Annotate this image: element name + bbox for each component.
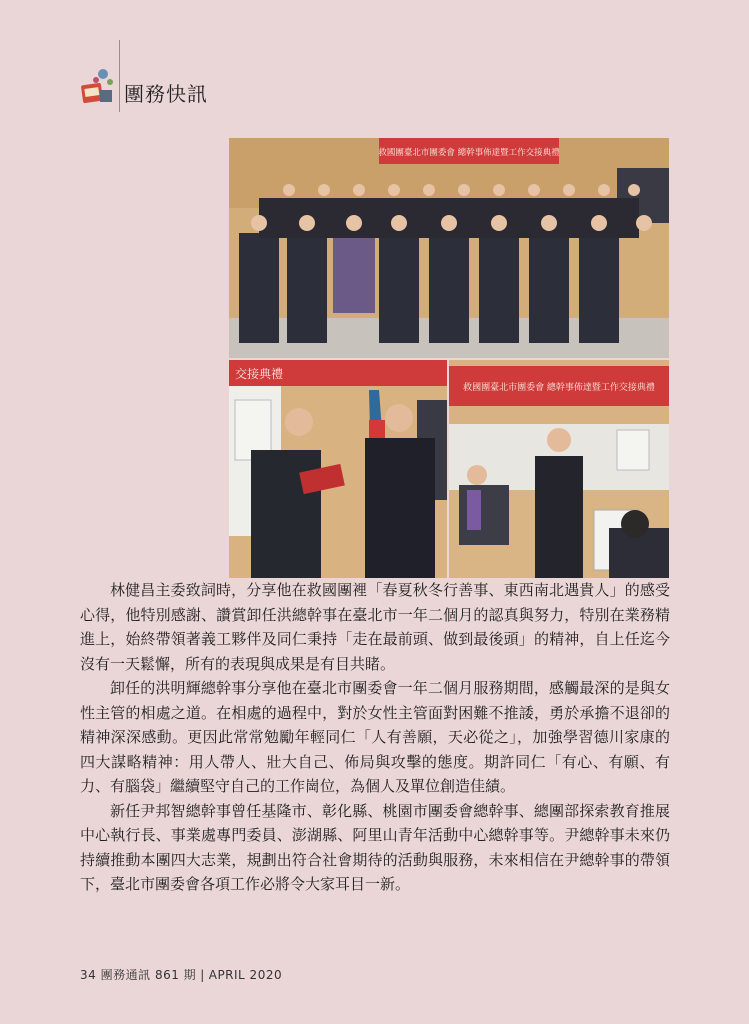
speaker-photo <box>449 360 669 578</box>
speech-photo <box>229 360 447 578</box>
footer-divider: | <box>200 968 205 982</box>
issue-date: APRIL 2020 <box>208 968 283 982</box>
group-photo-banner: 救國團臺北市團委會 總幹事佈達暨工作交接典禮 <box>378 148 560 158</box>
article-paragraph: 卸任的洪明輝總幹事分享他在臺北市團委會一年二個月服務期間，感觸最深的是與女性主管的相處之道。在相處的過程中，對於女性主管面對困難不推諉，勇於承擔不退卻的精神深深感動。更因此常常勉勵年輕同仁「人有善願，天必從之」，加強學習德川家康的四大謀略精神：用人帶人、壯大自己、佈局與攻擊的態度。期許同仁「有心、有願、有力、有腦袋」繼續堅守自己的工作崗位，為個人及單位創造佳績。 <box>80 679 670 795</box>
article-body <box>80 578 670 897</box>
header-divider <box>119 40 120 112</box>
article-paragraph: 新任尹邦智總幹事曾任基隆市、彰化縣、桃園市團委會總幹事、總團部探索教育推展中心執行長、事業處專門委員、澎湖縣、阿里山青年活動中心總幹事等。尹總幹事未來仍持續推動本團四大志業，規劃出符合社會期待的活動與服務，未來相信在尹總幹事的帶領下，臺北市團委會各項工作必將令大家耳目一新。 <box>80 801 670 893</box>
article-paragraph: 林健昌主委致詞時，分享他在救國團裡「春夏秋冬行善事、東西南北遇貴人」的感受心得，他特別感謝、讚賞卸任洪總幹事在臺北市一年二個月的認真與努力，特別在業務精進上，始終帶領著義工夥伴及同仁秉持「走在最前頭、做到最後頭」的精神，自上任迄今沒有一天鬆懈，所有的表現與成果是有目共睹。 <box>80 581 670 673</box>
section-title: 團務快訊 <box>124 82 208 106</box>
speaker-photo-banner: 救國團臺北市團委會 總幹事佈達暨工作交接典禮 <box>463 383 655 393</box>
speech-photo-banner: 交接典禮 <box>235 367 284 381</box>
section-logo-icon <box>80 66 116 106</box>
page-footer <box>80 966 282 983</box>
publication-name: 團務通訊 <box>100 968 151 982</box>
page-number: 34 <box>80 968 97 982</box>
group-photo <box>229 138 669 358</box>
issue-number: 861 期 <box>154 968 197 982</box>
